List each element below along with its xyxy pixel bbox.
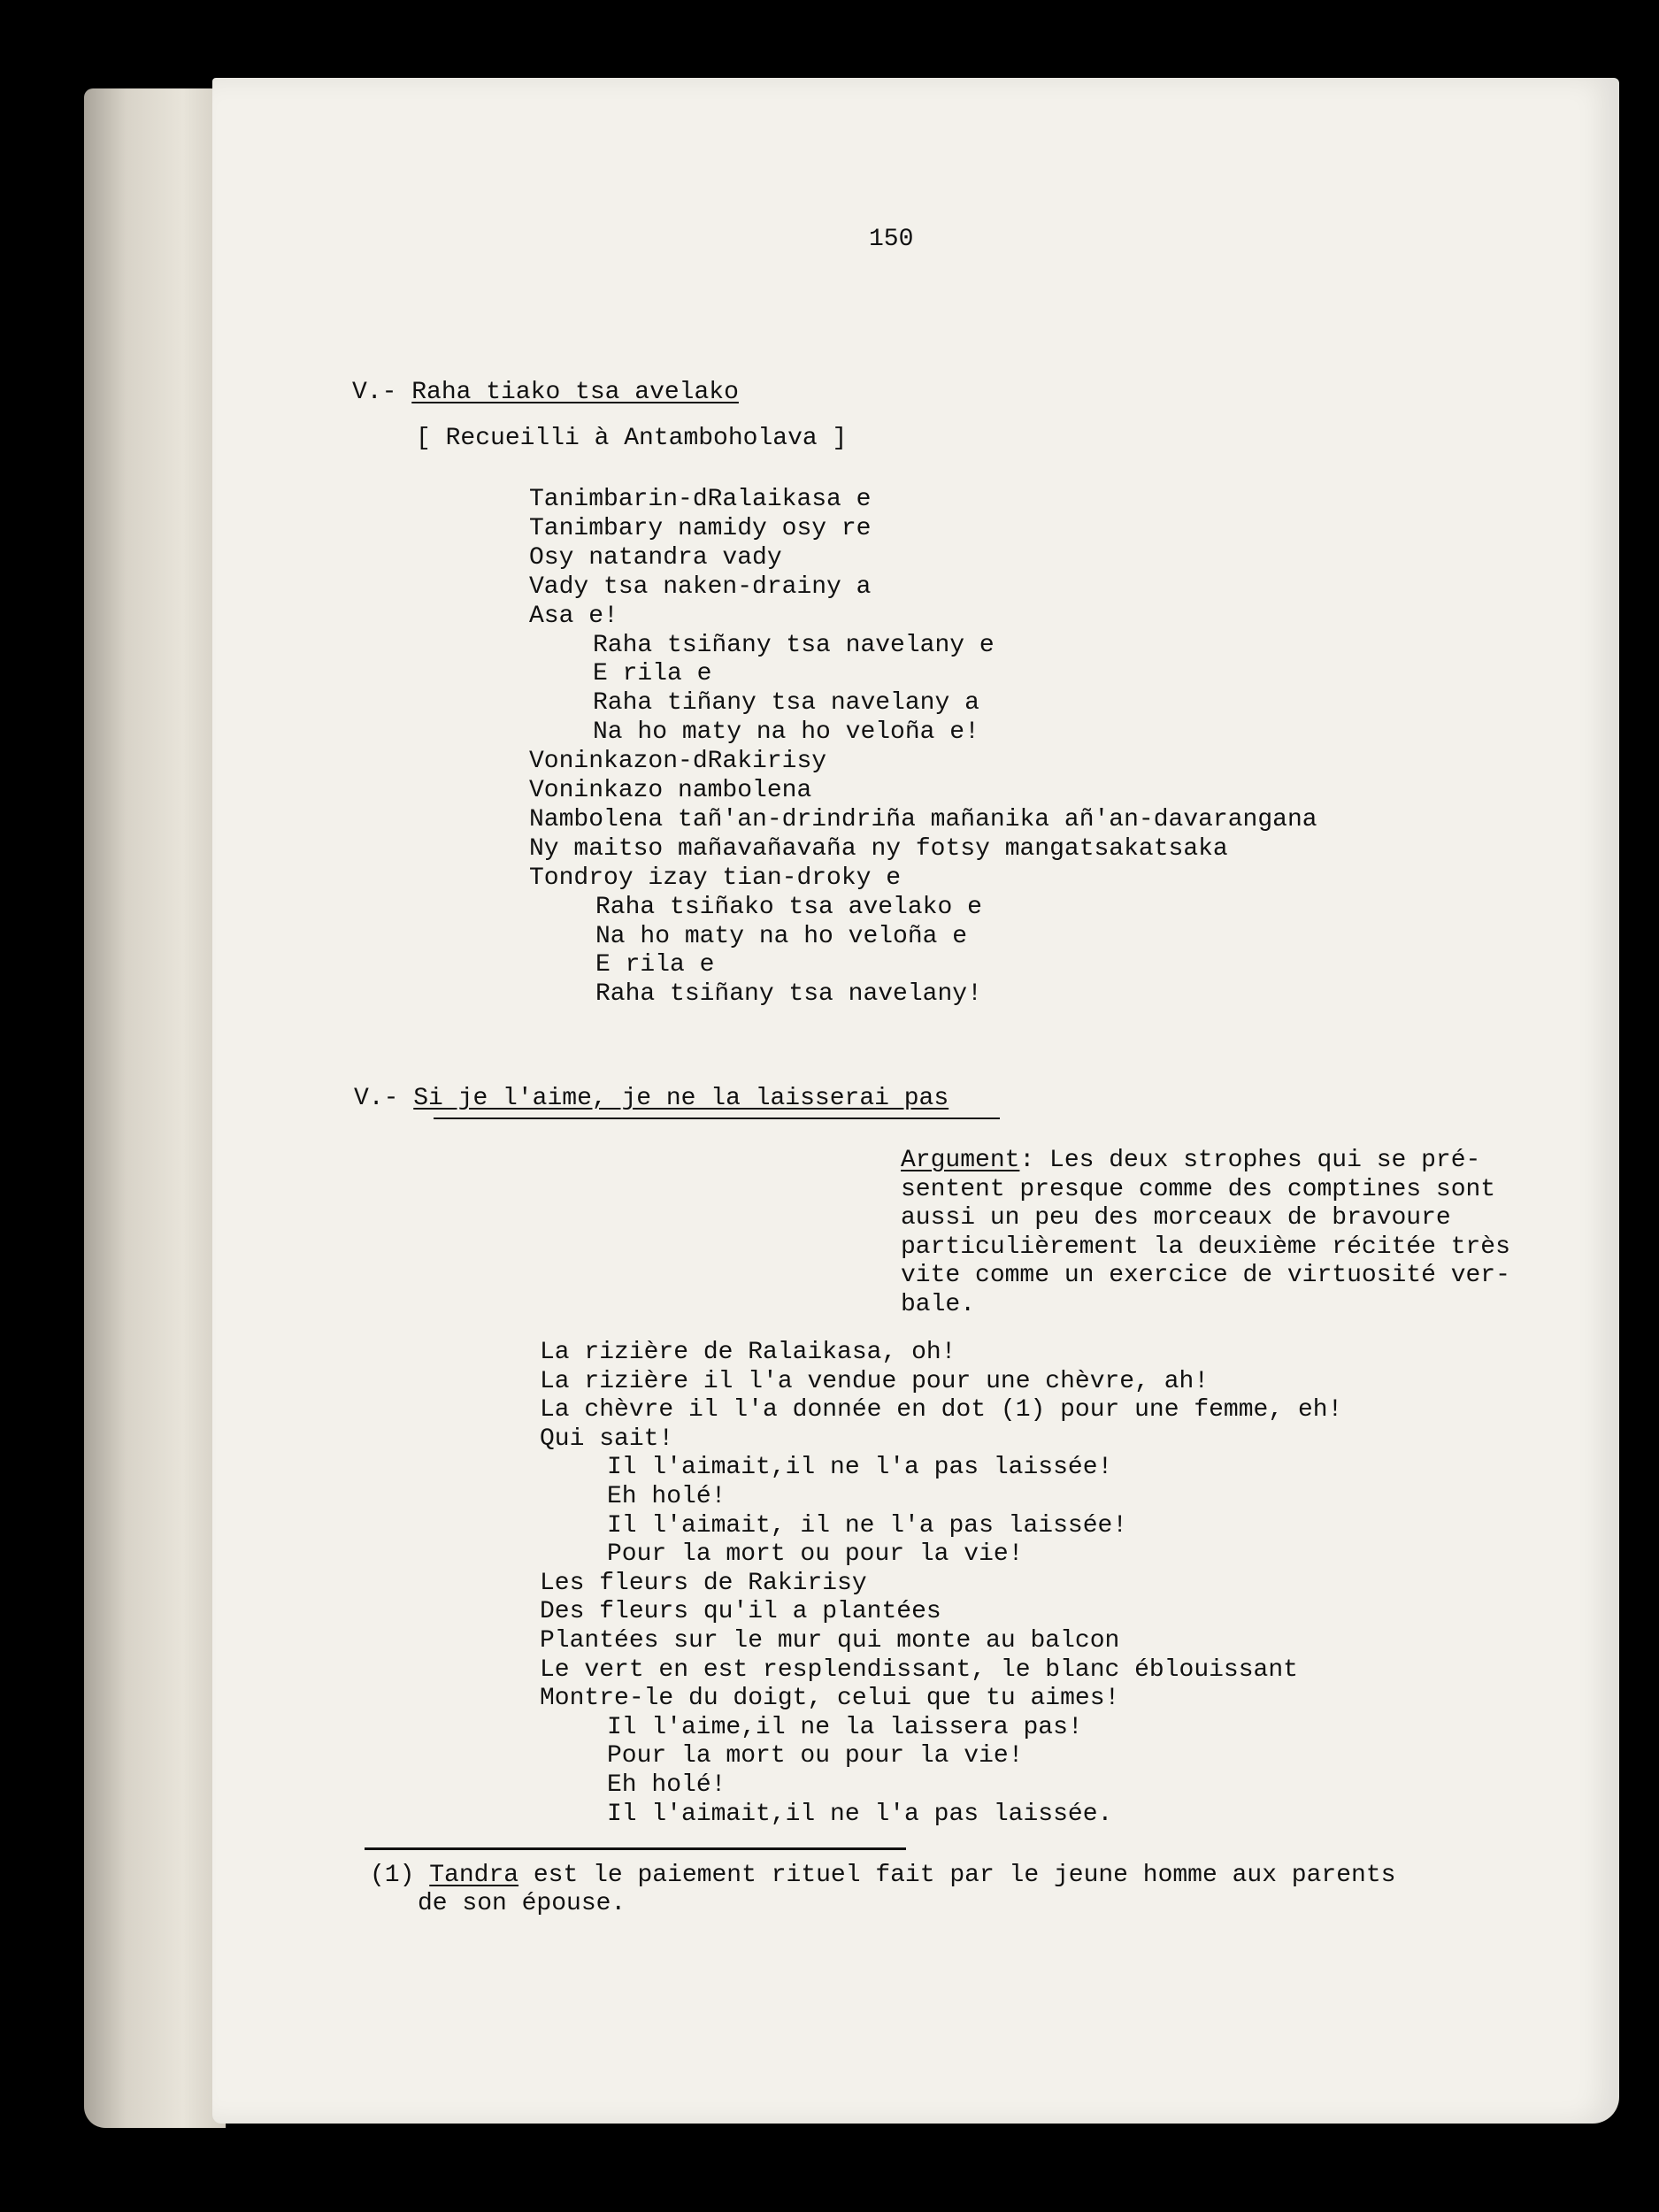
section-a-heading (352, 379, 739, 407)
verse-line: Ny maitso mañavañavaña ny fotsy mangatsakatsaka (529, 834, 1228, 863)
verse-line: E rila e (593, 660, 712, 688)
verse-line: La chèvre il l'a donnée en dot (1) pour une femme, eh! (540, 1396, 1343, 1425)
verse-line: Eh holé! (607, 1483, 726, 1510)
argument-line: particulièrement la deuxième récitée très (901, 1233, 1510, 1261)
verse-line: Les fleurs de Rakirisy (540, 1569, 867, 1597)
argument-label: Argument (901, 1147, 1020, 1174)
verse-line: Na ho maty na ho veloña e (595, 922, 968, 950)
verse-line: Nambolena tañ'an-drindriña mañanika añ'an-davarangana (529, 805, 1317, 833)
verse-line: Il l'aime,il ne la laissera pas! (607, 1713, 1083, 1741)
section-b-prefix: V.- (354, 1085, 399, 1112)
page-number: 150 (869, 226, 914, 253)
section-b-heading (354, 1085, 949, 1113)
argument-paragraph (901, 1147, 1520, 1320)
verse-line: Il l'aimait, il ne l'a pas laissée! (607, 1511, 1128, 1540)
argument-line: bale. (901, 1290, 976, 1318)
footnote-line-1: (1) Tandra est le paiement rituel fait par le jeune homme aux parents (370, 1862, 1396, 1889)
argument-line: Argument: Les deux strophes qui se pré- (901, 1147, 1481, 1174)
verse-line: Tanimbary namidy osy re (529, 514, 872, 542)
argument-line: aussi un peu des morceaux de bravoure (901, 1204, 1451, 1233)
verse-line: Eh holé! (607, 1771, 726, 1799)
verse-line: Voninkazon-dRakirisy (529, 748, 827, 776)
verse-line: Tanimbarin-dRalaikasa e (529, 486, 872, 513)
section-b-title-underline (434, 1118, 1000, 1119)
verse-line: Voninkazo nambolena (529, 777, 812, 804)
verse-line: Tondroy izay tian-droky e (529, 864, 902, 892)
verse-line: Raha tsiñany tsa navelany e (593, 631, 995, 659)
verse-line: Osy natandra vady (529, 543, 782, 572)
verse-line: Plantées sur le mur qui monte au balcon (540, 1627, 1120, 1655)
footnote-separator (365, 1847, 906, 1850)
verse-line: Qui sait! (540, 1425, 674, 1453)
verse-line: Na ho maty na ho veloña e! (593, 718, 979, 747)
book-page-edges (84, 88, 226, 2128)
footnote (370, 1862, 1395, 1918)
argument-line: vite comme un exercice de virtuosité ver- (901, 1262, 1510, 1290)
verse-line: Le vert en est resplendissant, le blanc éblouissant (540, 1655, 1298, 1684)
verse-line: Raha tsiñako tsa avelako e (595, 893, 982, 921)
section-a-source: [ Recueilli à Antamboholava ] (416, 425, 848, 452)
verse-line: Raha tiñany tsa navelany a (593, 689, 979, 718)
verse-line: Il l'aimait,il ne l'a pas laissée. (607, 1800, 1113, 1828)
verse-line: Vady tsa naken-drainy a (529, 572, 872, 601)
verse-line: Montre-le du doigt, celui que tu aimes! (540, 1685, 1120, 1713)
argument-line: sentent presque comme des comptines sont (901, 1175, 1496, 1203)
verse-line: Asa e! (529, 602, 618, 630)
verse-line: Il l'aimait,il ne l'a pas laissée! (607, 1454, 1113, 1482)
verse-line: E rila e (595, 951, 715, 979)
verse-line: La rizière il l'a vendue pour une chèvre, ah! (540, 1367, 1210, 1395)
verse-line: Raha tsiñany tsa navelany! (595, 980, 982, 1009)
section-a-title: Raha tiako tsa avelako (411, 379, 739, 406)
footnote-line-2: de son épouse. (418, 1890, 626, 1917)
footnote-term: Tandra (429, 1862, 519, 1889)
section-a-prefix: V.- (352, 379, 397, 406)
verse-line: Pour la mort ou pour la vie! (607, 1540, 1024, 1569)
verse-line: Pour la mort ou pour la vie! (607, 1742, 1024, 1770)
verse-line: La rizière de Ralaikasa, oh! (540, 1339, 956, 1366)
section-b-title: Si je l'aime, je ne la laisserai pas (413, 1085, 949, 1112)
verse-line: Des fleurs qu'il a plantées (540, 1598, 941, 1626)
footnote-marker: (1) (370, 1862, 415, 1889)
